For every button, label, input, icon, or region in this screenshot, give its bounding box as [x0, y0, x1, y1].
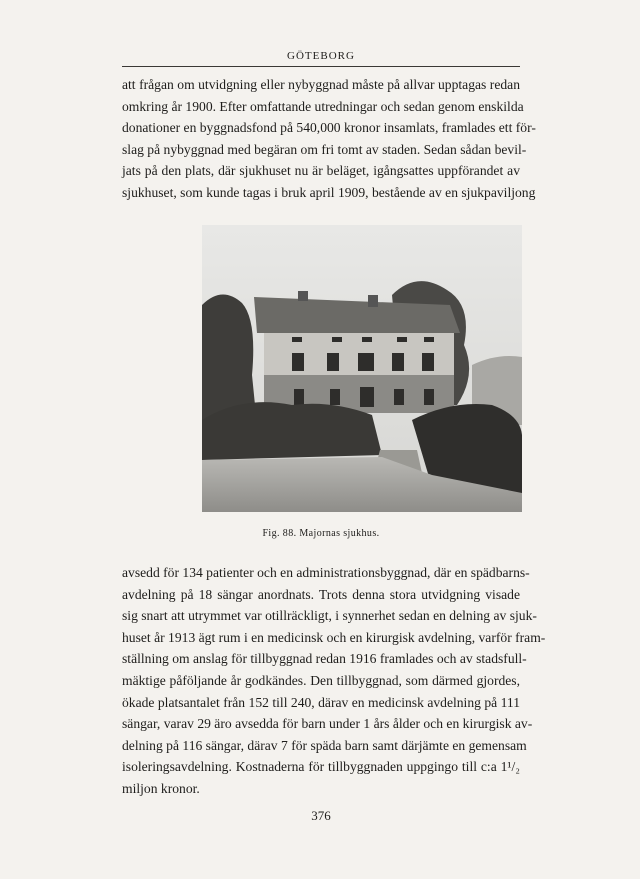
text-line: donationer en byggnadsfond på 540,000 kronor insamlats, framlades ett för- — [122, 120, 536, 136]
text-line: jats på den plats, där sjukhuset nu är beläget, igångsattes uppförandet av — [122, 163, 520, 179]
text-line: isoleringsavdelning. Kostnaderna för tillbyggnaden uppgingo till c:a 1¹/₂ — [122, 759, 520, 775]
text-line: omkring år 1900. Efter omfattande utredningar och sedan genom enskilda — [122, 98, 524, 114]
running-header: GÖTEBORG — [287, 50, 355, 62]
text-line: sig snart att utrymmet var otillräckligt, i synnerhet sedan en delning av sjuk- — [122, 608, 537, 624]
text-line: att frågan om utvidgning eller nybyggnad måste på allvar upptagas redan — [122, 77, 520, 92]
text-line: huset år 1913 ägt rum i en medicinsk och en kirurgisk avdelning, varför fram- — [122, 629, 546, 645]
paragraph-1 — [122, 74, 536, 204]
text-line: sängar, varav 29 äro avsedda för barn under 1 års ålder och en kirurgisk av- — [122, 716, 533, 732]
text-line: delning på 116 sängar, därav 7 för späda barn samt därjämte en gemensam — [122, 737, 527, 753]
text-line: ställning om anslag för tillbyggnad redan 1916 framlades och av stadsfull- — [122, 651, 527, 667]
text-line: slag på nybyggnad med begäran om fri tomt av staden. Sedan sådan bevil- — [122, 141, 527, 157]
text-line: ökade platsantalet från 152 till 240, därav en medicinsk avdelning på 111 — [122, 694, 520, 710]
figure-caption: Fig. 88. Majornas sjukhus. — [262, 528, 380, 539]
paragraph-2 — [122, 562, 546, 800]
text-line: miljon kronor. — [122, 780, 200, 796]
hospital-photograph — [202, 225, 522, 512]
text-line: avdelning på 18 sängar anordnats. Trots denna stora utvidgning visade — [122, 586, 520, 602]
text-line: sjukhuset, som kunde tagas i bruk april 1909, bestående av en sjukpaviljong — [122, 184, 536, 200]
text-line: avsedd för 134 patienter och en administrationsbyggnad, där en spädbarns- — [122, 565, 530, 580]
header-rule — [122, 66, 520, 67]
text-line: mäktige påföljande år godkändes. Den tillbyggnad, som därmed gjordes, — [122, 672, 520, 688]
page-number: 376 — [311, 808, 331, 823]
